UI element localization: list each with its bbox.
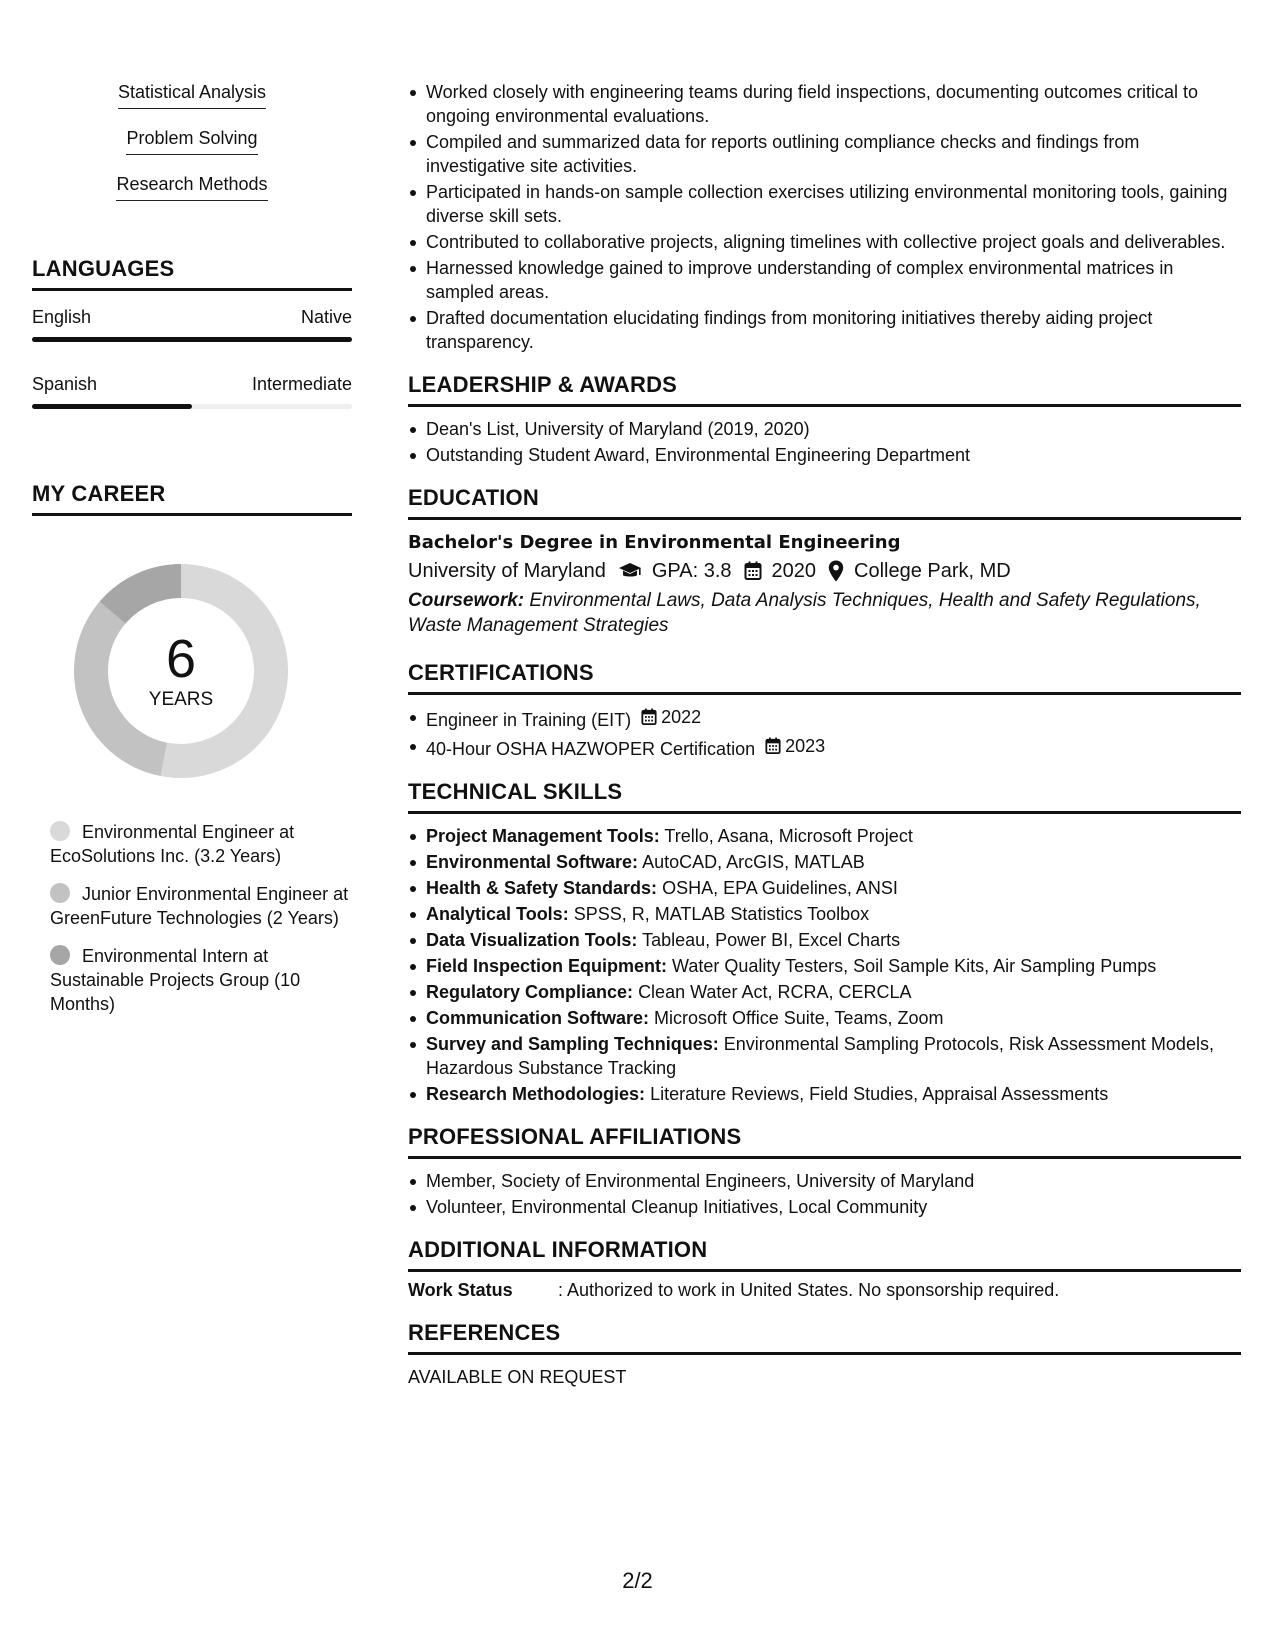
affiliations-title: PROFESSIONAL AFFILIATIONS	[408, 1124, 1241, 1159]
technical-skill-value: Microsoft Office Suite, Teams, Zoom	[654, 1008, 944, 1028]
experience-bullet: Worked closely with engineering teams during field inspections, documenting outcomes critical to ongoing environmental evaluations.	[408, 80, 1241, 128]
technical-skill-key: Field Inspection Equipment:	[426, 956, 668, 976]
certifications-title: CERTIFICATIONS	[408, 660, 1241, 695]
education-school: University of Maryland	[408, 560, 606, 582]
skill-tag: Problem Solving	[126, 126, 257, 155]
technical-skill-item	[408, 928, 1241, 952]
technical-skill-value: Environmental Sampling Protocols, Risk Assessment Models, Hazardous Substance Tracking	[426, 1034, 1214, 1078]
technical-skill-value: Clean Water Act, RCRA, CERCLA	[638, 982, 912, 1002]
technical-skill-key: Research Methodologies:	[426, 1084, 646, 1104]
career-legend-item	[50, 944, 352, 1016]
language-name: English	[32, 307, 92, 327]
education-title: EDUCATION	[408, 485, 1241, 520]
affiliation-item: Member, Society of Environmental Engineers, University of Maryland	[408, 1169, 1241, 1193]
coursework-text: Environmental Laws, Data Analysis Techniques, Health and Safety Regulations, Waste Management Strategies	[408, 590, 1201, 636]
affiliation-item: Volunteer, Environmental Cleanup Initiatives, Local Community	[408, 1195, 1241, 1219]
education-section	[408, 485, 1241, 638]
certification-year: 2022	[661, 707, 702, 727]
calendar-icon	[641, 708, 657, 726]
languages-title: LANGUAGES	[32, 256, 352, 291]
technical-skill-item	[408, 1082, 1241, 1106]
calendar-icon	[765, 737, 781, 755]
technical-skill-key: Communication Software:	[426, 1008, 650, 1028]
right-column	[408, 80, 1241, 1389]
experience-bullet: Harnessed knowledge gained to improve understanding of complex environmental matrices in sampled areas.	[408, 256, 1241, 304]
technical-skill-item	[408, 980, 1241, 1004]
legend-dot-icon	[50, 821, 70, 841]
language-level: Intermediate	[251, 374, 352, 394]
career-total-unit: YEARS	[148, 689, 214, 710]
career-legend-label: Environmental Engineer at EcoSolutions Inc. (3.2 Years)	[50, 822, 295, 866]
experience-bullet: Contributed to collaborative projects, aligning timelines with collective project goals and deliverables.	[408, 230, 1241, 254]
additional-info-title: ADDITIONAL INFORMATION	[408, 1237, 1241, 1272]
language-bar-fill	[32, 337, 352, 342]
career-total-number: 6	[165, 629, 197, 689]
legend-dot-icon	[50, 883, 70, 903]
coursework-label: Coursework:	[408, 590, 525, 611]
language-item	[32, 372, 352, 409]
map-pin-icon	[828, 560, 844, 582]
work-status-key: Work Status	[408, 1280, 513, 1300]
skill-tag: Statistical Analysis	[118, 80, 266, 109]
additional-info-section	[408, 1237, 1241, 1302]
language-bar-fill	[32, 404, 192, 409]
leadership-item: Dean's List, University of Maryland (2019, 2020)	[408, 417, 1241, 441]
certifications-section	[408, 660, 1241, 761]
technical-skill-item	[408, 1032, 1241, 1080]
technical-skill-item	[408, 850, 1241, 874]
left-column	[32, 80, 352, 1030]
career-legend-label: Junior Environmental Engineer at GreenFuture Technologies (2 Years)	[50, 884, 349, 928]
legend-dot-icon	[50, 945, 70, 965]
certification-item	[408, 734, 1241, 761]
languages-section	[32, 256, 352, 409]
experience-bullets	[408, 80, 1241, 354]
work-status-value: : Authorized to work in United States. No sponsorship required.	[558, 1280, 1060, 1300]
education-coursework	[408, 588, 1241, 638]
experience-bullet: Drafted documentation elucidating findings from monitoring initiatives thereby aiding project transparency.	[408, 306, 1241, 354]
technical-skill-item	[408, 824, 1241, 848]
technical-skill-value: SPSS, R, MATLAB Statistics Toolbox	[573, 904, 870, 924]
career-legend-item	[50, 820, 352, 868]
technical-skill-item	[408, 1006, 1241, 1030]
affiliations-section	[408, 1124, 1241, 1219]
skill-tag: Research Methods	[116, 172, 267, 201]
language-item	[32, 305, 352, 342]
references-title: REFERENCES	[408, 1320, 1241, 1355]
technical-skill-value: AutoCAD, ArcGIS, MATLAB	[642, 852, 865, 872]
page-number: 2/2	[622, 1568, 653, 1593]
graduation-cap-icon	[618, 562, 642, 580]
education-location: College Park, MD	[854, 560, 1011, 582]
career-donut	[66, 556, 296, 786]
education-gpa: GPA: 3.8	[651, 560, 732, 582]
references-section	[408, 1320, 1241, 1389]
certification-name: 40-Hour OSHA HAZWOPER Certification	[426, 739, 756, 759]
experience-bullet: Participated in hands-on sample collection exercises utilizing environmental monitoring tools, gaining diverse skill sets.	[408, 180, 1241, 228]
technical-skill-item	[408, 876, 1241, 900]
skills-list	[32, 80, 352, 218]
career-legend-item	[50, 882, 352, 930]
technical-skills-section	[408, 779, 1241, 1106]
language-bar	[32, 337, 352, 342]
references-text: AVAILABLE ON REQUEST	[408, 1367, 627, 1387]
experience-bullet: Compiled and summarized data for reports outlining compliance checks and findings from investigative site activities.	[408, 130, 1241, 178]
education-degree: Bachelor's Degree in Environmental Engineering	[408, 532, 901, 553]
calendar-icon	[744, 561, 762, 581]
technical-skill-key: Data Visualization Tools:	[426, 930, 638, 950]
technical-skill-value: Literature Reviews, Field Studies, Appraisal Assessments	[650, 1084, 1109, 1104]
technical-skill-value: Tableau, Power BI, Excel Charts	[642, 930, 901, 950]
certification-year: 2023	[785, 736, 826, 756]
career-legend	[32, 820, 352, 1016]
technical-skills-title: TECHNICAL SKILLS	[408, 779, 1241, 814]
certification-item	[408, 705, 1241, 732]
technical-skill-key: Project Management Tools:	[426, 826, 660, 846]
education-details	[408, 556, 1241, 586]
technical-skill-value: Trello, Asana, Microsoft Project	[664, 826, 913, 846]
leadership-item: Outstanding Student Award, Environmental Engineering Department	[408, 443, 1241, 467]
technical-skill-value: Water Quality Testers, Soil Sample Kits, Air Sampling Pumps	[672, 956, 1157, 976]
career-legend-label: Environmental Intern at Sustainable Projects Group (10 Months)	[50, 946, 301, 1014]
leadership-section	[408, 372, 1241, 467]
education-year: 2020	[771, 560, 817, 582]
technical-skill-item	[408, 954, 1241, 978]
technical-skill-key: Survey and Sampling Techniques:	[426, 1034, 719, 1054]
technical-skill-value: OSHA, EPA Guidelines, ANSI	[662, 878, 898, 898]
technical-skill-key: Analytical Tools:	[426, 904, 569, 924]
career-section	[32, 481, 352, 1016]
language-name: Spanish	[32, 374, 98, 394]
career-title: MY CAREER	[32, 481, 352, 516]
leadership-title: LEADERSHIP & AWARDS	[408, 372, 1241, 407]
language-bar	[32, 404, 352, 409]
certification-name: Engineer in Training (EIT)	[426, 710, 632, 730]
technical-skill-key: Environmental Software:	[426, 852, 639, 872]
technical-skill-key: Health & Safety Standards:	[426, 878, 658, 898]
technical-skill-key: Regulatory Compliance:	[426, 982, 634, 1002]
technical-skill-item	[408, 902, 1241, 926]
language-level: Native	[300, 307, 352, 327]
